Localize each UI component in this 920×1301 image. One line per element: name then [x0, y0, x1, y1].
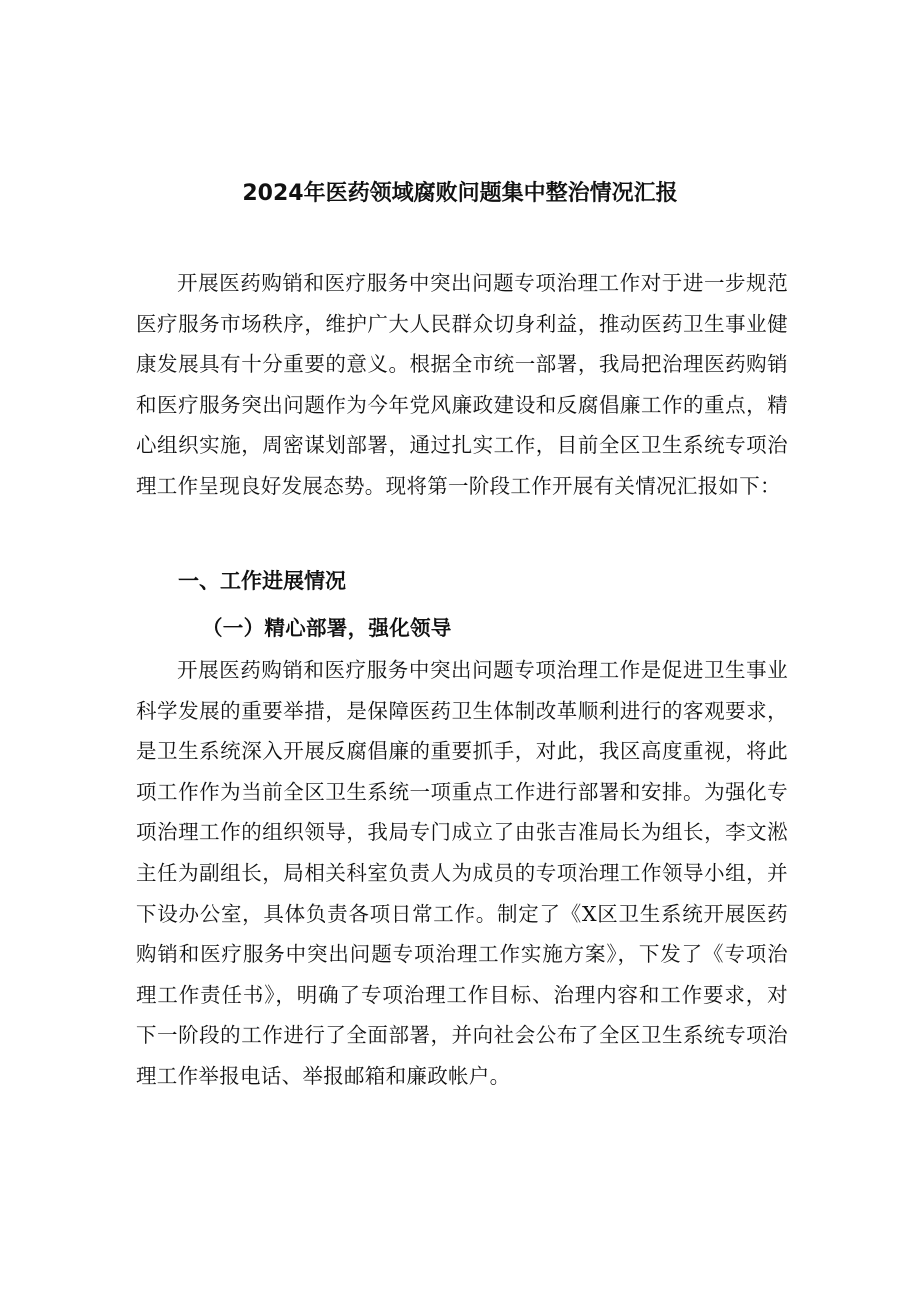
- section-heading: 一、工作进展情况: [178, 569, 346, 593]
- subsection-heading: （一）精心部署，强化领导: [202, 616, 452, 640]
- body-paragraph: 开展医药购销和医疗服务中突出问题专项治理工作是促进卫生事业科学发展的重要举措，是保障医药卫生体制改革顺利进行的客观要求，是卫生系统深入开展反腐倡廉的重要抓手，对此，我区高度重视，将此项工作作为当前全区卫生系统一项重点工作进行部署和安排。为强化专项治理工作的组织领导，我局专门成立了由张吉准局长为组长，李文淞主任为副组长，局相关科室负责人为成员的专项治理工作领导小组，并下设办公室，具体负责各项日常工作。制定了《X区卫生系统开展医药购销和医疗服务中突出问题专项治理工作实施方案》，下发了《专项治理工作责任书》，明确了专项治理工作目标、治理内容和工作要求，对下一阶段的工作进行了全面部署，并向社会公布了全区卫生系统专项治理工作举报电话、举报邮箱和廉政帐户。: [136, 658, 788, 1088]
- document-title: 2024年医药领域腐败问题集中整治情况汇报: [242, 181, 678, 206]
- intro-paragraph: 开展医药购销和医疗服务中突出问题专项治理工作对于进一步规范医疗服务市场秩序，维护广大人民群众切身利益，推动医药卫生事业健康发展具有十分重要的意义。根据全市统一部署，我局把治理医药购销和医疗服务突出问题作为今年党风廉政建设和反腐倡廉工作的重点，精心组织实施，周密谋划部署，通过扎实工作，目前全区卫生系统专项治理工作呈现良好发展态势。现将第一阶段工作开展有关情况汇报如下：: [136, 271, 788, 498]
